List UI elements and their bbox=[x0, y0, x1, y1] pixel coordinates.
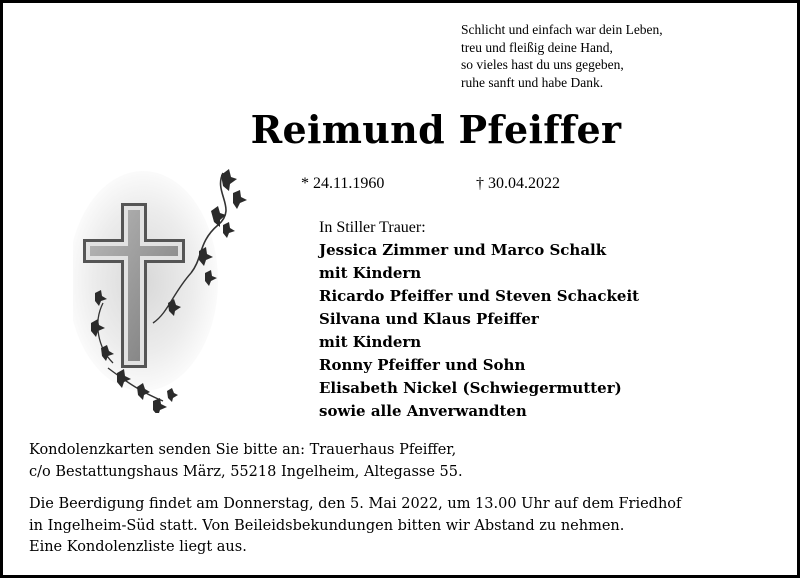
deceased-name: Reimund Pfeiffer bbox=[250, 107, 622, 152]
poem-line: so vieles hast du uns gegeben, bbox=[461, 57, 624, 73]
funeral-line: in Ingelheim-Süd statt. Von Beileidsbekundungen bitten wir Abstand zu nehmen. bbox=[29, 517, 625, 534]
mourner-line: Elisabeth Nickel (Schwiegermutter) bbox=[319, 379, 622, 397]
cross-with-ivy-icon bbox=[73, 163, 253, 413]
condolence-address bbox=[29, 439, 463, 483]
mourner-line: mit Kindern bbox=[319, 333, 422, 351]
poem bbox=[461, 21, 791, 91]
mourners-intro: In Stiller Trauer: bbox=[319, 219, 426, 236]
death-date: † 30.04.2022 bbox=[476, 175, 560, 192]
poem-line: ruhe sanft und habe Dank. bbox=[461, 74, 604, 90]
condolence-line: Kondolenzkarten senden Sie bitte an: Trauerhaus Pfeiffer, bbox=[29, 442, 457, 458]
funeral-info bbox=[29, 494, 681, 559]
birth-date: * 24.11.1960 bbox=[301, 175, 385, 192]
poem-line: treu und fleißig deine Hand, bbox=[461, 39, 613, 55]
mourner-line: Silvana und Klaus Pfeiffer bbox=[319, 310, 539, 328]
mourner-line: mit Kindern bbox=[319, 264, 422, 282]
mourner-line: Ronny Pfeiffer und Sohn bbox=[319, 356, 526, 374]
mourner-line: sowie alle Anverwandten bbox=[319, 402, 527, 420]
mourners-list bbox=[319, 216, 639, 423]
mourner-line: Ricardo Pfeiffer und Steven Schackeit bbox=[319, 287, 640, 305]
funeral-line: Eine Kondolenzliste liegt aus. bbox=[29, 539, 247, 555]
cross-image bbox=[73, 163, 253, 413]
funeral-line: Die Beerdigung findet am Donnerstag, den 5. Mai 2022, um 13.00 Uhr auf dem Friedhof bbox=[29, 496, 682, 512]
poem-line: Schlicht und einfach war dein Leben, bbox=[461, 22, 663, 37]
condolence-line: c/o Bestattungshaus März, 55218 Ingelheim, Altegasse 55. bbox=[29, 464, 463, 480]
mourner-line: Jessica Zimmer und Marco Schalk bbox=[319, 241, 607, 259]
